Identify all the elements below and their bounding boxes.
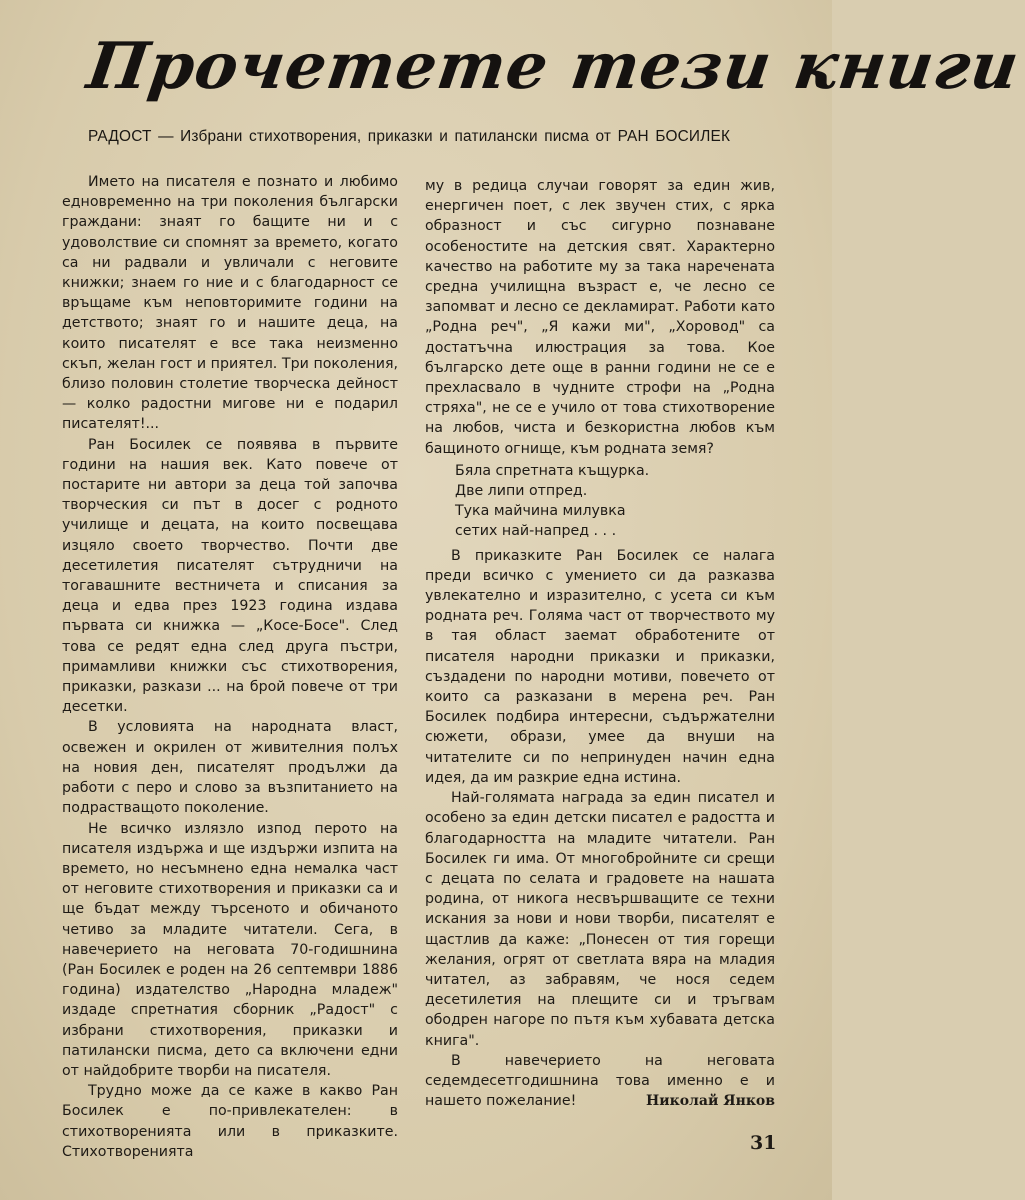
paragraph: Най-голямата награда за един писател и особено за един детски писател е радостта и благодарността на младите читатели. Ран Босилек ги има. От многобройните си срещи с децата по селата и градовете на нашата родина, от никога несвършващите се техни искания за нови и нови творби, писателят е щастлив да каже: „Понесен от тия горещи желания, огрят от светлата вяра на младия читател, аз забравям, че нося седем десетилетия на плещите си и тръгвам ободрен нагоре по пътя към хубавата детска книга". [425, 790, 775, 1049]
book-subtitle: РАДОСТ — Избрани стихотворения, приказки и патилански писма от РАН БОСИЛЕК [88, 128, 731, 145]
right-column [425, 176, 775, 1112]
paragraph: В навечерието на неговата седемдесетгодишнина това именно е и нашето пожелание! [425, 1052, 775, 1110]
verse-line: Тука майчина милувка [455, 503, 626, 520]
paragraph: Трудно може да се каже в какво Ран Босилек е по-привлекателен: в стихотворенията или в приказките. Стихотворенията [62, 1083, 398, 1160]
page-number: 31 [750, 1132, 777, 1154]
paragraph-continuation: му в редица случаи говорят за един жив, енергичен поет, с лек звучен стих, с ярка образност и със сигурно познаване особеностите на детския свят. Характерно качество на работите му за така наречената средна училищна възраст е, че лесно се запомват и лесно се декламират. Работи като „Родна реч", „Я кажи ми", „Хоровод" са достатъчна илюстрация за това. Кое българско дете още в ранни години не се е прехласвало в чудните строфи на „Родна стряха", не се е учило от това стихотворение на любов, чиста и безкористна любов към бащиното огнище, към родната земя? [425, 178, 775, 457]
verse [455, 461, 775, 542]
paragraph: Не всичко излязло изпод перото на писателя издържа и ще издържи изпита на времето, но несъмнено една немалка част от неговите стихотворения и приказки са и ще бъдат между търсеното и обичаното четиво за младите читатели. Сега, в навечерието на неговата 70-годишнина (Ран Босилек е роден на 26 септември 1886 година) издателство „Народна младеж" издаде спретнатия сборник „Радост" с избрани стихотворения, приказки и патилански писма, дето са включени едни от найдобрите творби на писателя. [62, 820, 398, 1079]
paragraph: Ран Босилек се появява в първите години на нашия век. Като повече от постарите ни автори за деца той започва творческия си път в досег с родното училище и децата, на които посвещава изцяло своето творчество. Почти две десетилетия писателят сътрудничи на тогавашните вестничета и списания за деца и едва през 1923 година издава първата си книжка — „Косе-Босе". След това се редят една след друга пъстри, примамливи книжки със стихотворения, приказки, разкази ... на брой повече от три десетки. [62, 436, 398, 716]
verse-line: Две липи отпред. [455, 483, 588, 500]
author-signature: Николай Янков [645, 1093, 775, 1110]
left-column [62, 172, 398, 1162]
verse-line: Бяла спретната къщурка. [455, 462, 650, 479]
verse-line: сетих най-напред . . . [455, 523, 617, 540]
paragraph: Името на писателя е познато и любимо едновременно на три поколения български граждани: знаят го бащите ни и с удоволствие си спомнят за времето, когато са ни радвали и увличали с неговите книжки; знаем го ние и с благодарност се връщаме към неповторимите години на детството; знаят го и нашите деца, на които писателят е все така неизменно скъп, желан гост и приятел. Три поколения, близо половин столетие творческа дейност — колко радостни мигове ни е подарил писателят!... [62, 174, 398, 433]
paragraph: В условията на народната власт, освежен и окрилен от живителния полъх на новия ден, писателят продължи да работи с перо и слово за възпитанието на подрастващото поколение. [62, 719, 398, 817]
paragraph: В приказките Ран Босилек се налага преди всичко с умението си да разказва увлекателно и изразително, с усета си към родната реч. Голяма част от творчеството му в тая област заемат обработените от писателя народни приказки и приказки, създадени по народни мотиви, повечето от които са разказани в мерена реч. Ран Босилек подбира интересни, съдържателни сюжети, образи, умее да внуши на читателите си по непринуден начин една идея, да им разкрие една истина. [425, 547, 775, 786]
headline: Прочетете тези книги [82, 29, 1024, 104]
